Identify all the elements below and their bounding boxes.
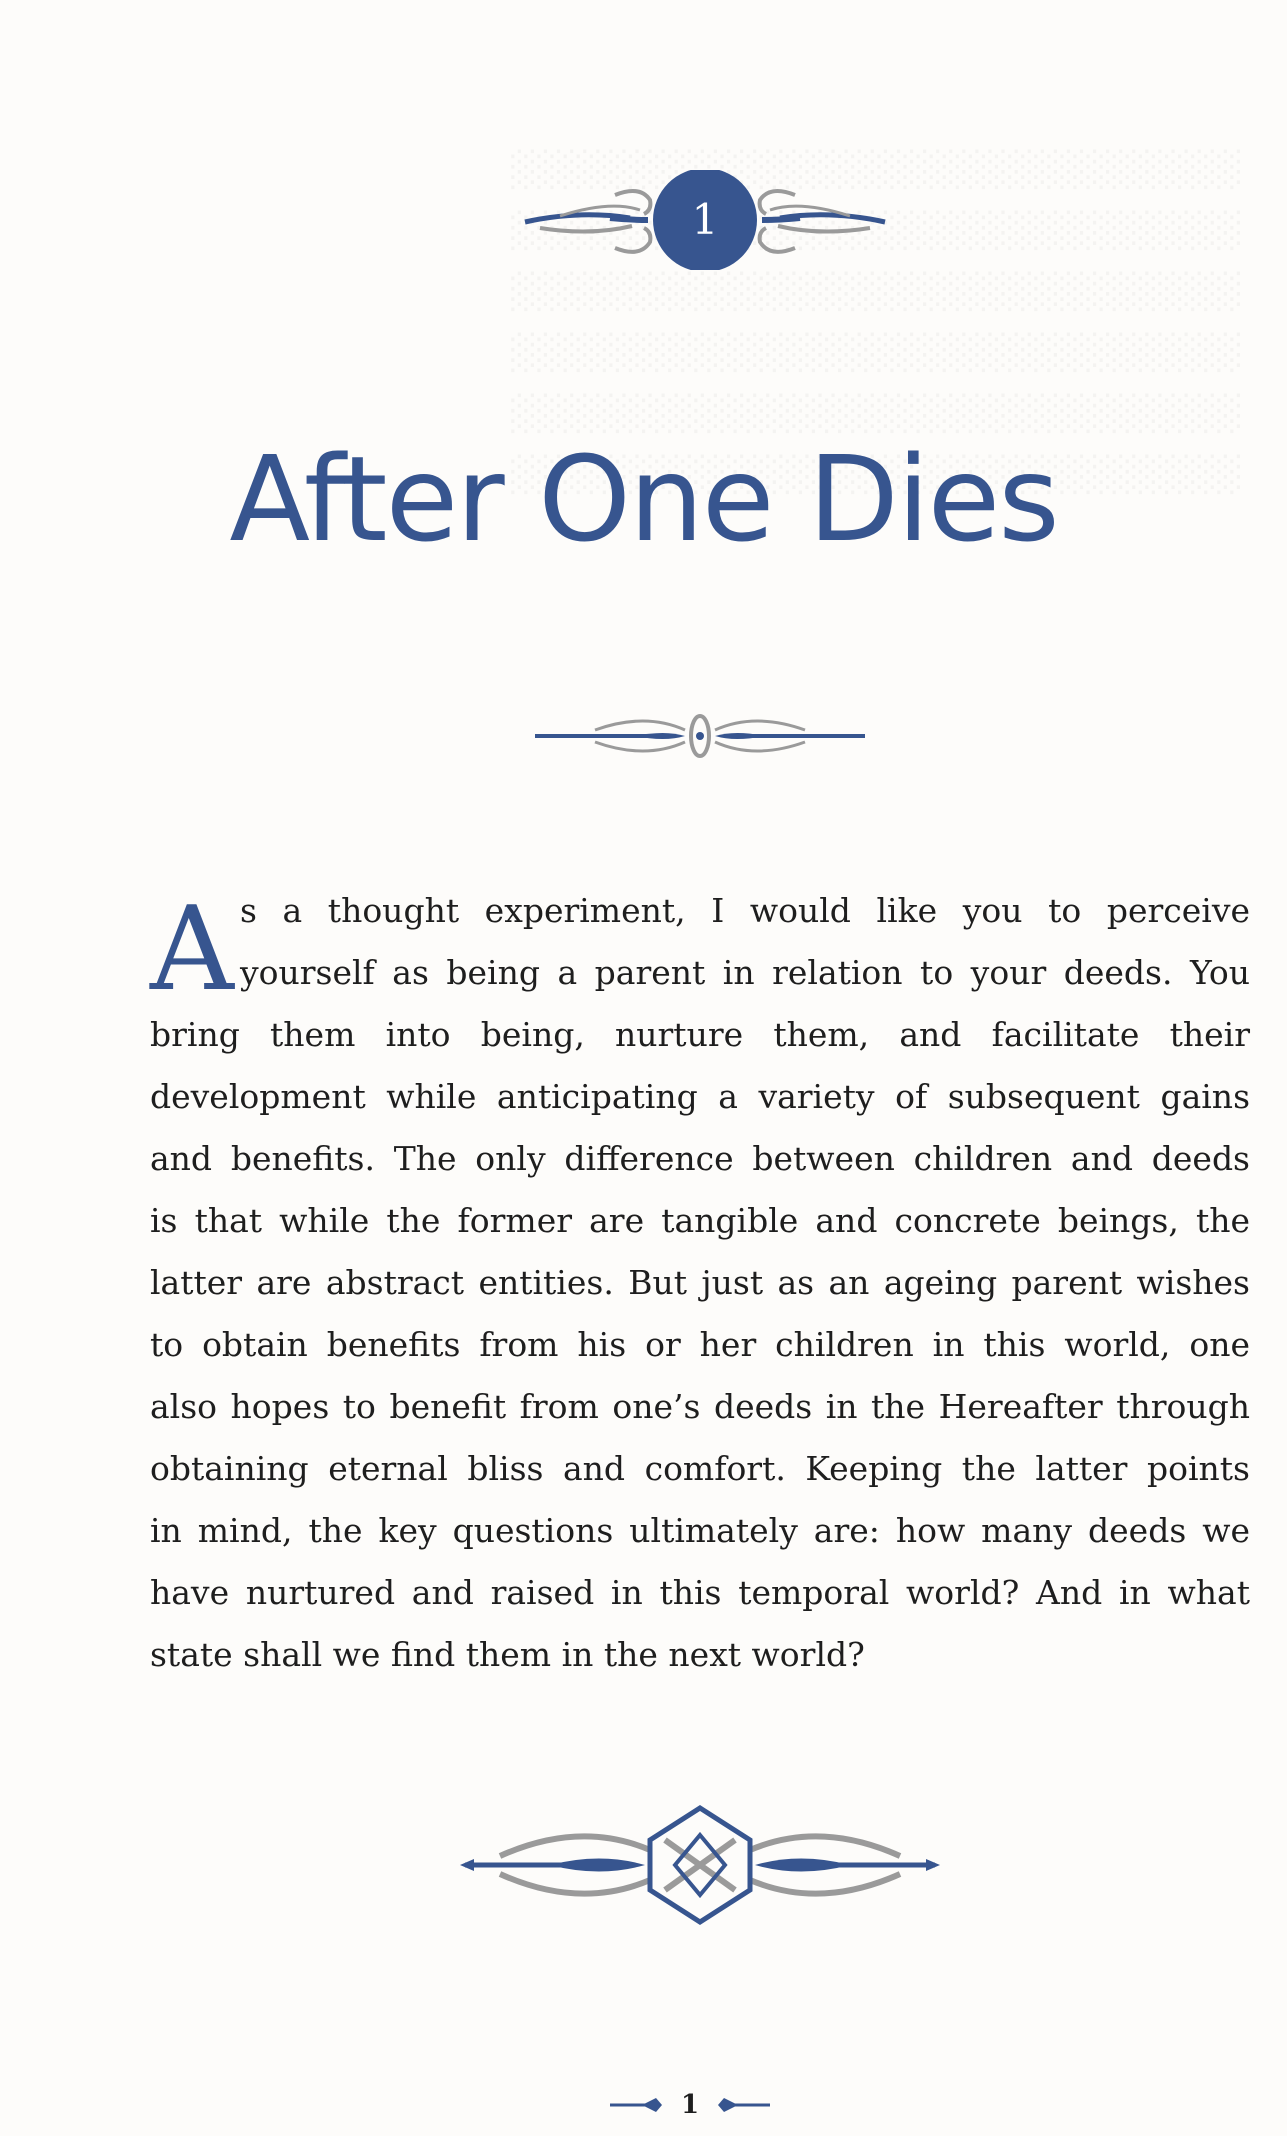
bottom-ornament-icon — [460, 1800, 940, 1930]
text-line: also hopes to benefit from one’s deeds in the Hereafter through — [150, 1387, 1250, 1426]
text-line: have nurtured and raised in this temporal world? And in what — [150, 1573, 1250, 1612]
text-line: s a thought experiment, I would like you to perceive — [240, 891, 1250, 930]
text-line: in mind, the key questions ultimately are: how many deeds we — [150, 1511, 1250, 1550]
chapter-number-ornament — [520, 170, 890, 270]
body-paragraph — [150, 880, 1250, 1686]
text-line: bring them into being, nurture them, and facilitate their — [150, 1015, 1250, 1054]
text-line: is that while the former are tangible and concrete beings, the — [150, 1201, 1250, 1240]
text-line: latter are abstract entities. But just as an ageing parent wishes — [150, 1263, 1250, 1302]
text-line: yourself as being a parent in relation to your deeds. You — [240, 953, 1250, 992]
page-footer — [590, 2085, 790, 2125]
text-line: and benefits. The only difference between children and deeds — [150, 1139, 1250, 1178]
drop-cap: A — [150, 882, 234, 1017]
text-line: to obtain benefits from his or her children in this world, one — [150, 1325, 1250, 1364]
text-line: obtaining eternal bliss and comfort. Keeping the latter points — [150, 1449, 1250, 1488]
chapter-number: 1 — [691, 195, 719, 244]
page-number: 1 — [680, 2090, 700, 2120]
chapter-title: After One Dies — [229, 430, 1058, 568]
title-divider-icon — [535, 700, 865, 770]
text-line: development while anticipating a variety of subsequent gains — [150, 1077, 1250, 1116]
text-line: state shall we find them in the next world? — [150, 1635, 865, 1674]
